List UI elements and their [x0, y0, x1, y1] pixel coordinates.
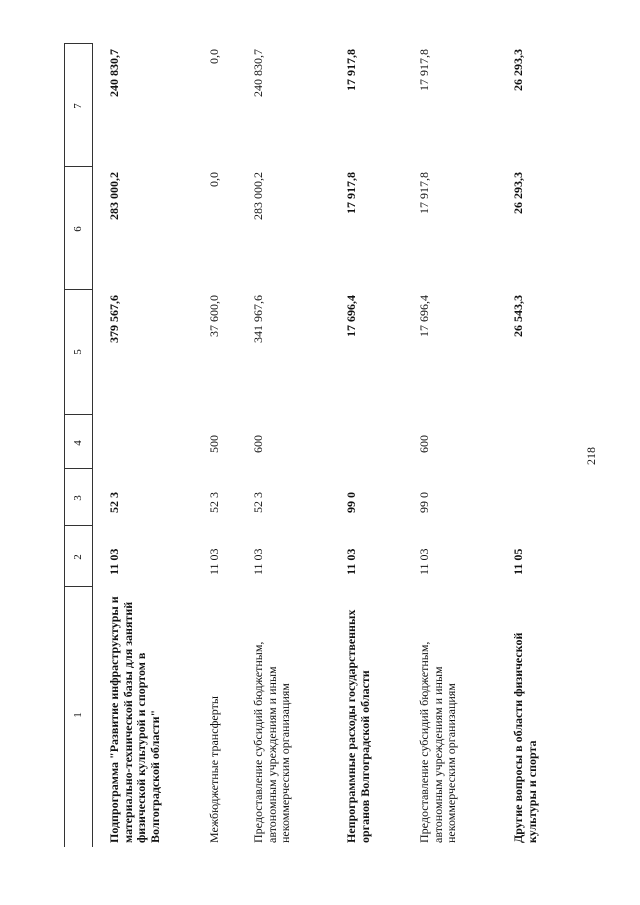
- col-separator: [64, 166, 92, 167]
- row-target: 52 3: [251, 492, 265, 513]
- row-value-7: 240 830,7: [251, 49, 265, 97]
- row-name: Предоставление субсидий бюджетным, автономным учреждениям и иным некоммерческим организациям: [251, 641, 292, 843]
- col-separator: [64, 586, 92, 587]
- row-type: 600: [251, 435, 265, 453]
- row-value-6: 17 917,8: [417, 172, 431, 214]
- col-separator: [64, 525, 92, 526]
- column-header-2: 2: [72, 554, 84, 560]
- header-bottom-border: [92, 43, 93, 847]
- row-value-6: 283 000,2: [107, 172, 121, 220]
- col-separator: [64, 468, 92, 469]
- row-target: 52 3: [107, 492, 121, 513]
- row-target: 99 0: [417, 492, 431, 513]
- row-target: 52 3: [207, 492, 221, 513]
- row-value-5: 26 543,3: [511, 295, 525, 337]
- row-section: 11 03: [107, 548, 121, 575]
- row-section: 11 03: [417, 548, 431, 575]
- row-value-5: 17 696,4: [417, 295, 431, 337]
- table-top-border: [64, 43, 65, 847]
- row-name: Подпрограмма "Развитие инфраструктуры и материально-технической базы для занятий физической культурой и спортом в Волгоградской области": [107, 596, 162, 843]
- row-value-7: 0,0: [207, 49, 221, 64]
- col-separator: [64, 289, 92, 290]
- column-header-4: 4: [72, 440, 84, 446]
- row-value-7: 17 917,8: [344, 49, 358, 91]
- row-name: Межбюджетные трансферты: [207, 696, 221, 843]
- row-value-5: 341 967,6: [251, 295, 265, 343]
- row-section: 11 03: [251, 548, 265, 575]
- row-value-5: 17 696,4: [344, 295, 358, 337]
- row-value-6: 17 917,8: [344, 172, 358, 214]
- row-value-5: 37 600,0: [207, 295, 221, 337]
- column-header-7: 7: [72, 103, 84, 109]
- row-value-7: 17 917,8: [417, 49, 431, 91]
- row-name: Другие вопросы в области физической культуры и спорта: [511, 632, 539, 843]
- row-type: 500: [207, 435, 221, 453]
- row-section: 11 03: [207, 548, 221, 575]
- row-value-6: 0,0: [207, 172, 221, 187]
- row-value-6: 26 293,3: [511, 172, 525, 214]
- row-section: 11 05: [511, 548, 525, 575]
- row-value-5: 379 567,6: [107, 295, 121, 343]
- column-header-3: 3: [72, 495, 84, 501]
- row-target: 99 0: [344, 492, 358, 513]
- column-header-1: 1: [72, 712, 84, 718]
- column-header-5: 5: [72, 349, 84, 355]
- row-type: 600: [417, 435, 431, 453]
- row-value-6: 283 000,2: [251, 172, 265, 220]
- row-section: 11 03: [344, 548, 358, 575]
- column-header-6: 6: [72, 226, 84, 232]
- col-separator: [64, 414, 92, 415]
- row-name: Предоставление субсидий бюджетным, автономным учреждениям и иным некоммерческим организациям: [417, 641, 458, 843]
- row-value-7: 240 830,7: [107, 49, 121, 97]
- row-value-7: 26 293,3: [511, 49, 525, 91]
- row-name: Непрограммные расходы государственных органов Волгоградской области: [344, 609, 372, 843]
- col-separator: [64, 43, 92, 44]
- page-number: 218: [584, 447, 598, 465]
